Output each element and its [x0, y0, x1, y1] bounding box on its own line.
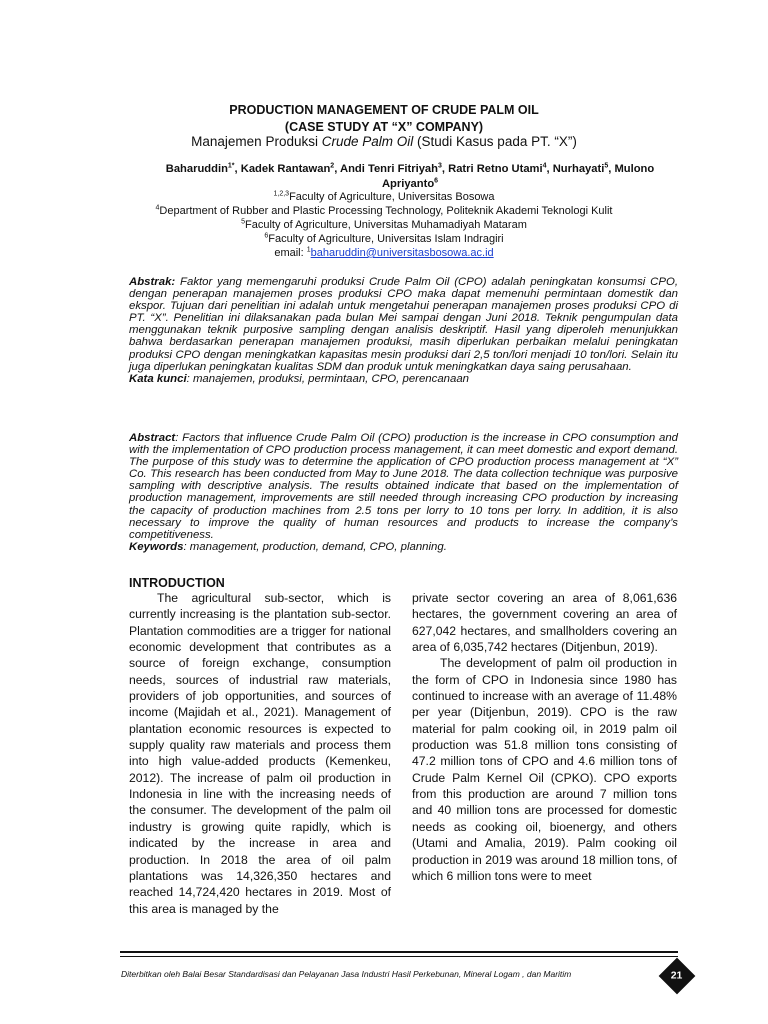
affiliation-1: [0, 191, 768, 203]
paper-title-line1: PRODUCTION MANAGEMENT OF CRUDE PALM OIL: [229, 103, 539, 117]
affiliation-text: Faculty of Agriculture, Universitas Islam Indragiri: [268, 233, 504, 245]
affiliation-sup: 4: [155, 204, 160, 212]
kata-kunci-label: Kata kunci: [129, 372, 187, 385]
paragraph: The development of palm oil production in the form of CPO in Indonesia since 1980 has continued to increase with an average of 11.48% per year (Ditjenbun, 2019). CPO is the raw material for palm cooking oil, in 2019 palm oil production was 51.8 million tons consisting of 47.2 million tons of CPO and 4.6 million tons of Crude Palm Kernel Oil (CPKO). CPO exports from this production are around 7 million tons and 40 million tons are processed for domestic needs as cooking oil, bioenergy, and others (Utami and Amalia, 2019). Palm cooking oil production in 2019 was around 18 million tons, of which 6 million tons were to meet: [412, 656, 677, 883]
abstract-label: Abstract: [129, 432, 176, 444]
author-sup: 4: [542, 162, 547, 170]
paper-subtitle: [0, 134, 768, 149]
author-name: , Ratri Retno Utami: [441, 163, 543, 175]
keywords-label: Keywords: [129, 540, 184, 553]
affiliation-sup: 6: [264, 232, 269, 240]
kata-kunci-text: : manajemen, produksi, permintaan, CPO, perencanaan: [186, 372, 470, 385]
abstrak-label: Abstrak:: [129, 276, 176, 288]
abstract-block: [129, 432, 678, 553]
affiliation-text: Department of Rubber and Plastic Processing Technology, Politeknik Akademi Teknologi Kulit: [159, 205, 613, 217]
footer-publisher: Diterbitkan oleh Balai Besar Standardisasi dan Pelayanan Jasa Industri Hasil Perkebunan, Mineral Logam , dan Maritim: [121, 969, 572, 979]
page-number-badge: [659, 958, 696, 995]
author-name: , Kadek Rantawan: [234, 163, 331, 175]
page-number: 21: [670, 969, 683, 982]
subtitle-post: (Studi Kasus pada PT. “X”): [413, 134, 577, 149]
author-sup: 3: [438, 162, 442, 170]
affiliation-sup: 5: [241, 218, 246, 226]
abstrak-block: [129, 276, 678, 385]
subtitle-pre: Manajemen Produksi: [191, 134, 322, 149]
keywords-text: : management, production, demand, CPO, planning.: [183, 540, 447, 553]
author-name: Baharuddin: [165, 163, 228, 175]
subtitle-italic: Crude Palm Oil: [321, 134, 414, 149]
section-heading-introduction: INTRODUCTION: [129, 576, 225, 590]
left-column: [129, 590, 391, 917]
email-link[interactable]: baharuddin@universitasbosowa.ac.id: [310, 247, 494, 259]
paper-title-line2: (CASE STUDY AT “X” COMPANY): [284, 120, 484, 134]
author-sup: 1*: [227, 162, 235, 170]
email-line: [0, 247, 768, 259]
author-list: [160, 162, 660, 192]
author-sup: 6: [434, 177, 439, 185]
affiliation-text: Faculty of Agriculture, Universitas Bosowa: [289, 191, 495, 203]
email-label: email:: [274, 247, 307, 259]
footer-rule-thin: [120, 956, 678, 957]
affiliation-2: [0, 205, 768, 217]
affiliation-3: [0, 219, 768, 231]
author-sup: 5: [604, 162, 609, 170]
author-name: , Mulono Apriyanto: [381, 163, 655, 190]
affiliation-text: Faculty of Agriculture, Universitas Muhamadiyah Mataram: [245, 219, 527, 231]
affiliation-4: [0, 233, 768, 245]
email-sup: 1: [306, 246, 311, 254]
footer-rule-thick: [120, 951, 678, 953]
right-column: [412, 590, 677, 884]
paragraph: The agricultural sub-sector, which is currently increasing is the plantation sub-sector. Plantation commodities are a trigger for national economic development that contributes as a source of foreign exchange, consumption needs, sources of industrial raw materials, providers of job opportunities, and sources of income (Majidah et al., 2021). Management of plantation economic resources is expected to supply quality raw materials and process them into high value-added products (Kemenkeu, 2012). The increase of palm oil production in Indonesia in line with the increasing needs of the consumer. The development of the palm oil industry is growing quite rapidly, which is indicated by the increase in area and production. In 2018 the area of oil palm plantations was 14,326,350 hectares and reached 14,724,420 hectares in 2019. Most of this area is managed by the: [129, 591, 391, 916]
author-name: , Andi Tenri Fitriyah: [334, 163, 438, 175]
affiliation-sup: 1,2,3: [273, 190, 290, 198]
abstrak-text: Faktor yang memengaruhi produksi Crude Palm Oil (CPO) adalah peningkatan konsumsi CPO, dengan penerapan manajemen proses produksi CPO maka dapat memenuhi permintaan domestik dan ekspor. Tujuan dari penelitian ini adalah untuk mengetahui penerapan manajemen proses produksi CPO di PT. “X”. Penelitian ini dilaksanakan pada bulan Mei sampai dengan Juni 2018. Teknik pengumpulan data menggunakan teknik purposive sampling dengan analisis deskriptif. Hasil yang diperoleh menunjukkan bahwa berdasarkan penerapan manajemen produksi, masih diperlukan perbaikan melalui peningkatan produksi CPO dengan meningkatkan kapasitas mesin produksi dari 2,5 ton/lori menjadi 10 ton/lori. Selain itu juga diperlukan peningkatan kualitas SDM dan produk untuk meningkatkan daya saing perusahaan.: [129, 276, 678, 373]
author-name: , Nurhayati: [546, 163, 605, 175]
paragraph: private sector covering an area of 8,061,636 hectares, the government covering an area of 627,042 hectares, and smallholders covering an area of 6,035,742 hectares (Ditjenbun, 2019).: [412, 591, 677, 655]
author-sup: 2: [330, 162, 335, 170]
abstract-text: : Factors that influence Crude Palm Oil (CPO) production is the increase in CPO consumption and with the implementation of CPO production process management, it can meet domestic and export demand. The purpose of this study was to determine the application of CPO production process management at “X” Co. This research has been conducted from May to June 2018. The data collection technique was purposive sampling with descriptive analysis. The results obtained indicate that based on the implementation of production management, improvements are still needed through increasing CPO production by increasing the capacity of production machines from 2.5 tons per lorry to 10 tons per lorry. In addition, it is also necessary to improve the quality of human resources and products to increase the company’s competitiveness.: [129, 432, 678, 541]
